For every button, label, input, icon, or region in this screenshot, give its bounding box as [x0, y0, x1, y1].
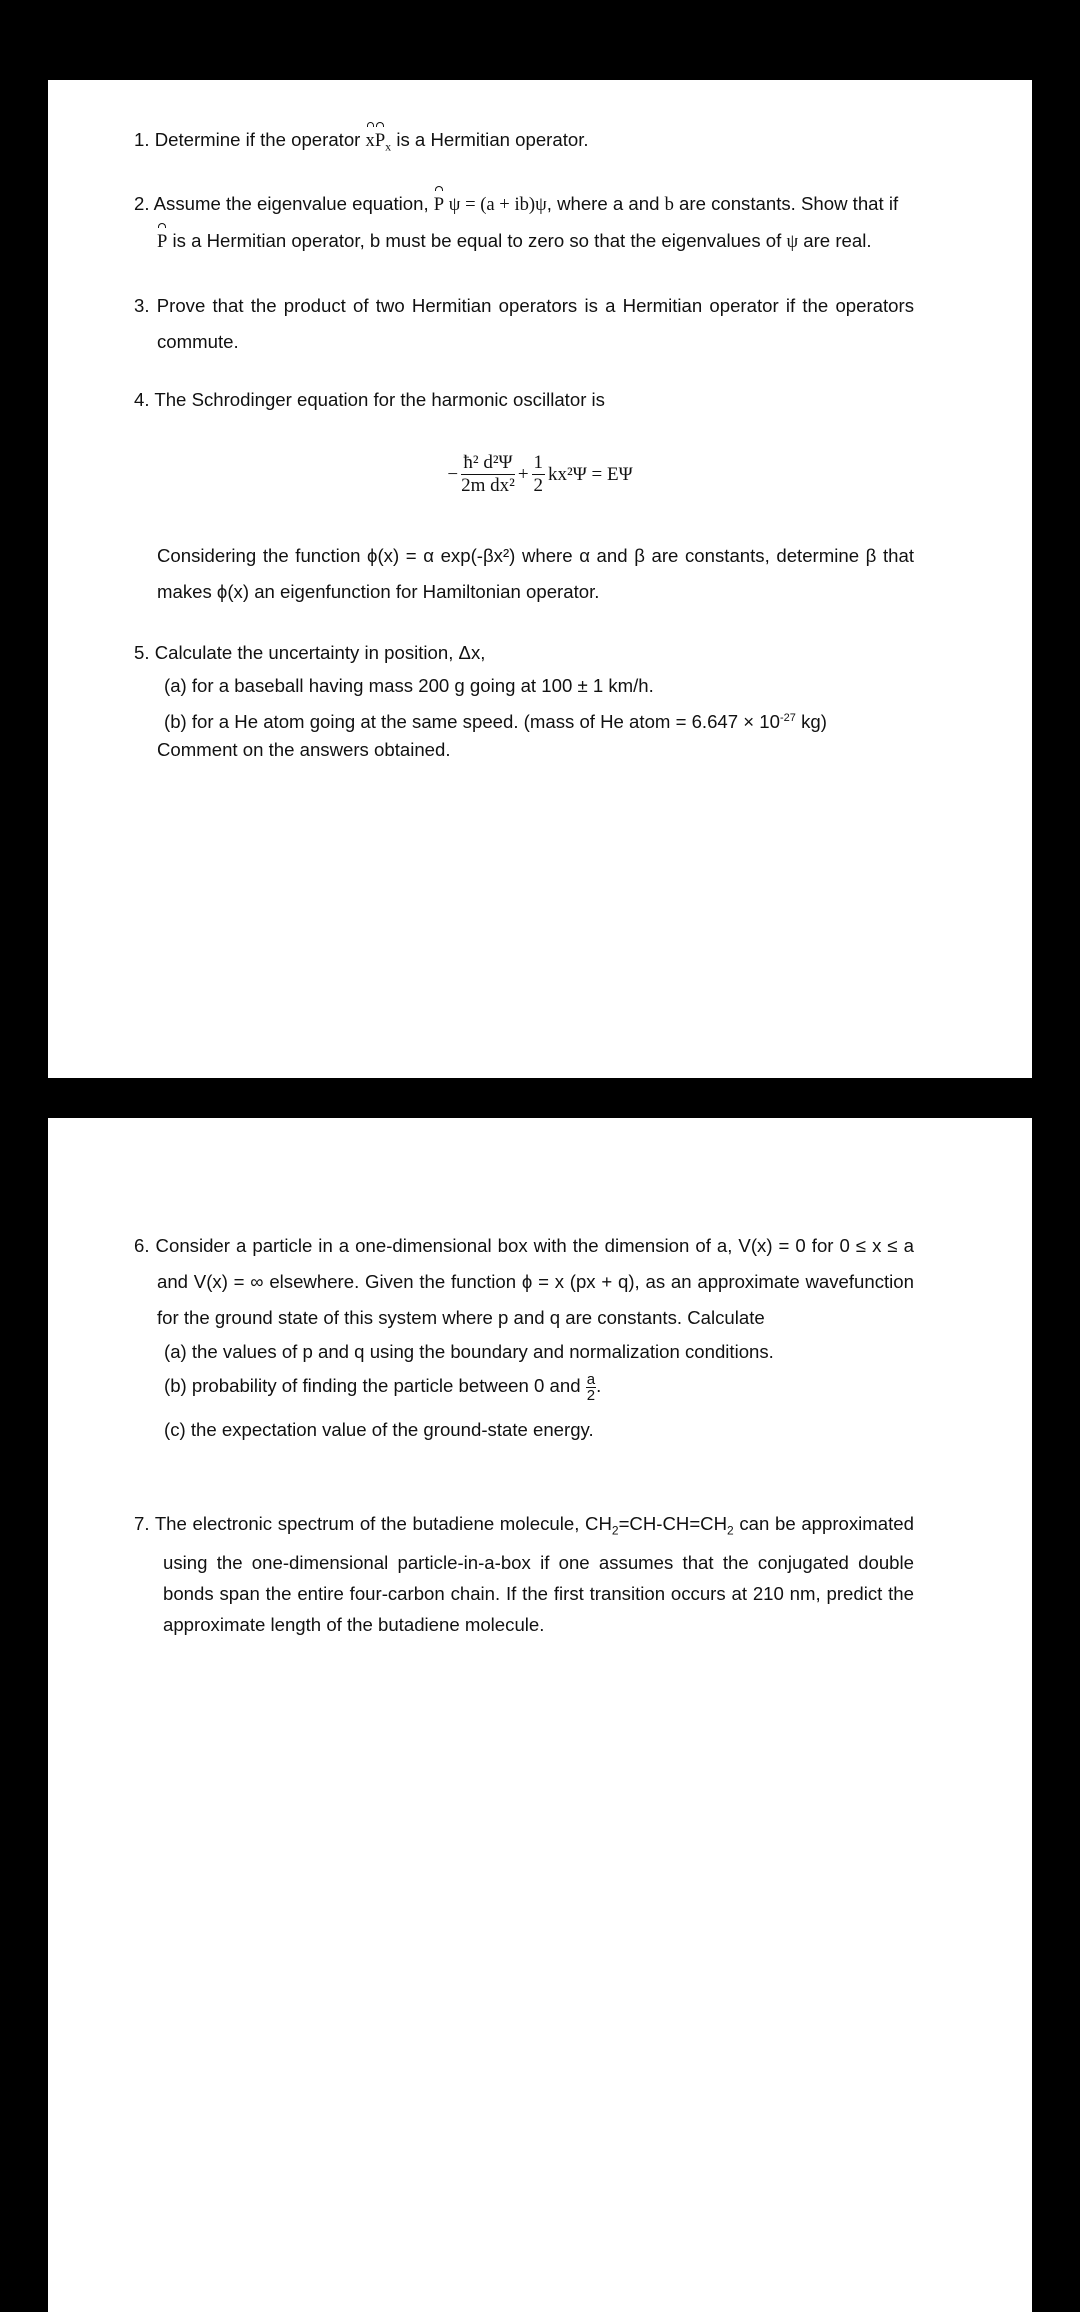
question-text: , where a and — [546, 193, 665, 214]
operator-p: P — [434, 187, 444, 223]
question-3 — [134, 288, 914, 360]
question-text: Consider a particle in a one-dimensional box with the dimension of a, V(x) = 0 for 0 ≤ x ≤ a and V(x) = ∞ elsewhere. Given the function ϕ = x (px + q), as an approximate wavefunction for the ground state of this system where p and q are constants. Calculate — [155, 1235, 914, 1328]
document-page-2 — [48, 1118, 1032, 2312]
question-number: 3. — [134, 295, 150, 316]
question-text: are constants. Show that if — [673, 193, 899, 214]
question-number: 2. — [134, 193, 150, 214]
question-1 — [134, 122, 914, 165]
fraction-numerator: 1 — [533, 452, 544, 473]
question-4-body — [157, 538, 914, 610]
question-number: 4. — [134, 389, 150, 410]
question-text: Calculate the uncertainty in position, Δx, — [154, 642, 486, 663]
question-5-intro — [134, 635, 914, 671]
question-text: Considering the function ϕ(x) = α exp(-βx²) where α and β are constants, determine β that makes ϕ(x) an eigenfunction for Hamiltonian operator. — [157, 545, 914, 602]
equation-minus: − — [447, 463, 459, 485]
subscript: 2 — [611, 1523, 619, 1538]
part-text: (b) for a He atom going at the same speed. (mass of He atom = 6.647 × 10 — [164, 711, 780, 733]
equation-rest: kx²Ψ = EΨ — [548, 463, 633, 485]
part-text: kg) — [795, 711, 827, 733]
question-text: Assume the eigenvalue equation, — [153, 193, 434, 214]
part-text: (b) probability of finding the particle between 0 and — [164, 1375, 586, 1396]
question-2 — [134, 186, 914, 260]
question-7 — [134, 1508, 914, 1640]
schrodinger-equation — [48, 452, 1032, 497]
question-text: is a Hermitian operator. — [391, 129, 589, 150]
question-number: 5. — [134, 642, 150, 663]
question-6 — [134, 1228, 914, 1336]
symbol-b: b — [664, 194, 674, 215]
question-text: can be approximated using the one-dimensional particle-in-a-box if one assumes that the conjugated double bonds span the entire four-carbon chain. If the first transition occurs at 210 nm, predict the approximate length of the butadiene molecule. — [163, 1513, 914, 1635]
fraction-denominator: 2 — [533, 475, 544, 496]
question-text: The Schrodinger equation for the harmonic oscillator is — [154, 389, 605, 410]
eigenvalue-equation: ψ = (a + ib)ψ — [444, 194, 547, 215]
operator-p: P — [375, 123, 385, 159]
document-page-1 — [48, 80, 1032, 1078]
operator-subscript: x — [385, 139, 392, 154]
question-5-comment: Comment on the answers obtained. — [157, 739, 451, 760]
question-text: Determine if the operator — [154, 129, 366, 150]
question-4-intro — [134, 382, 914, 418]
question-6-part-b — [164, 1370, 601, 1403]
fraction-numerator: a — [586, 1370, 596, 1388]
question-text: are real. — [798, 230, 872, 251]
question-text: The electronic spectrum of the butadiene molecule, CH — [154, 1513, 612, 1534]
symbol-psi: ψ — [786, 231, 799, 252]
part-text: . — [596, 1375, 602, 1396]
subscript: 2 — [727, 1523, 734, 1538]
question-text: is a Hermitian operator, b must be equal to zero so that the eigenvalues of — [167, 230, 787, 251]
question-6-part-c: (c) the expectation value of the ground-state energy. — [164, 1419, 594, 1440]
operator-x: x — [366, 123, 375, 159]
question-text: Prove that the product of two Hermitian operators is a Hermitian operator if the operators commute. — [156, 295, 914, 352]
operator-p: P — [157, 224, 167, 260]
question-text: =CH-CH=CH — [618, 1513, 728, 1534]
equation-fraction — [532, 452, 546, 497]
question-number: 1. — [134, 129, 150, 150]
question-number: 6. — [134, 1235, 150, 1256]
equation-plus: + — [517, 463, 529, 485]
question-number: 7. — [134, 1513, 150, 1534]
fraction-denominator: 2m dx² — [461, 475, 515, 496]
question-5-part-a: (a) for a baseball having mass 200 g going at 100 ± 1 km/h. — [164, 675, 654, 696]
exponent: -27 — [780, 712, 796, 724]
fraction-denominator: 2 — [586, 1386, 596, 1404]
fraction-a-over-2 — [586, 1372, 596, 1403]
question-6-part-a: (a) the values of p and q using the boundary and normalization conditions. — [164, 1341, 774, 1362]
fraction-numerator: ħ² d²Ψ — [463, 452, 513, 473]
equation-fraction — [461, 452, 515, 497]
question-5-part-b — [164, 702, 827, 738]
